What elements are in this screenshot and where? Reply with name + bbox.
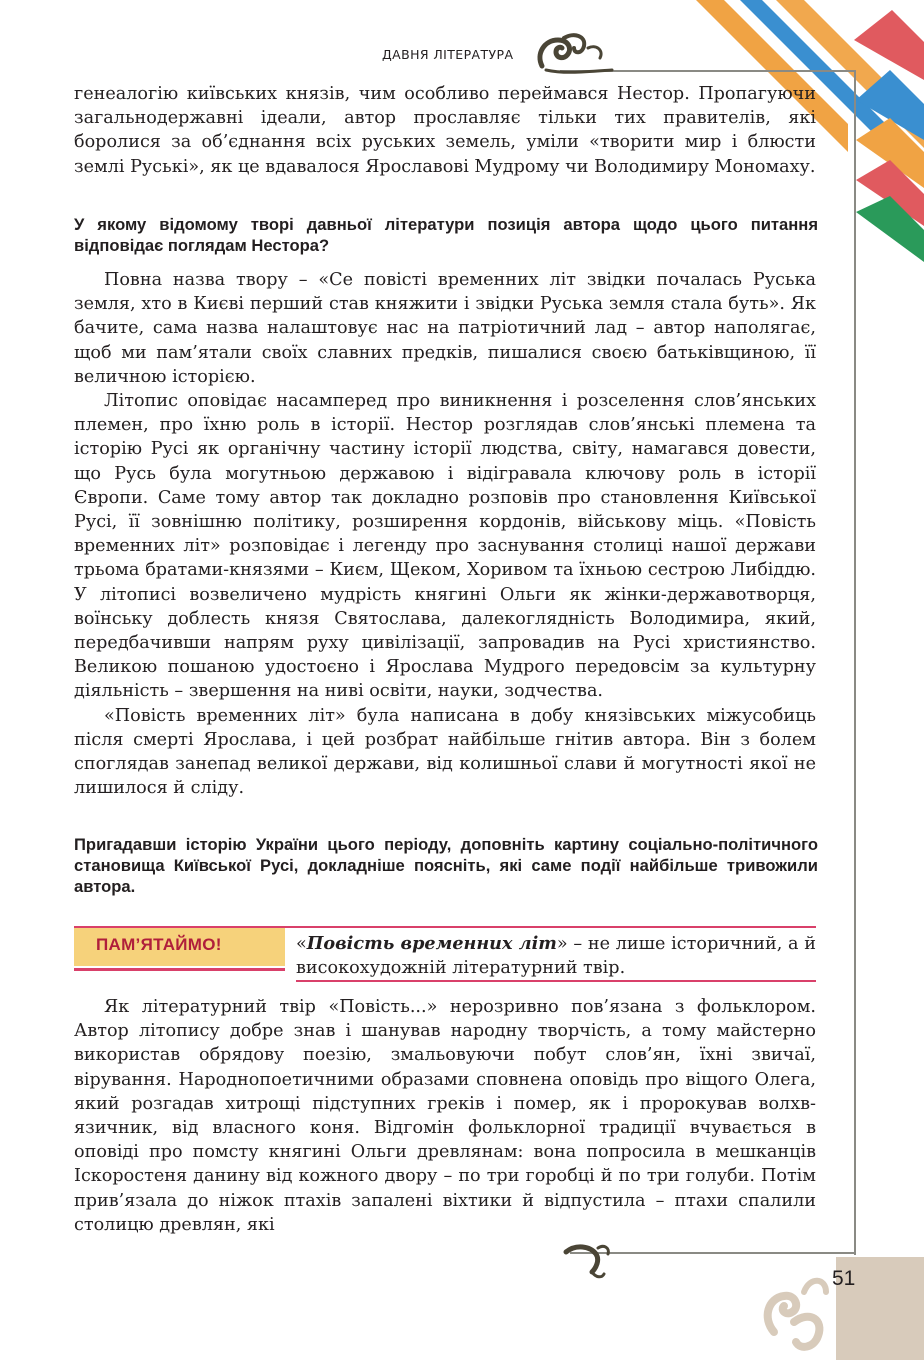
corner-swirl-icon bbox=[760, 1262, 830, 1358]
paragraph-intro bbox=[74, 82, 816, 179]
frame-right-rule bbox=[854, 70, 856, 1255]
remember-body: – не лише історичний, а й високохудожній літературний твір. bbox=[296, 934, 816, 978]
main-text bbox=[74, 268, 816, 800]
paragraph-title: Повна назва твору – «Се повісті временних літ звідки почалась Руська земля, хто в Києві перший став княжити і звідки Руська земля стала буть». Як бачите, сама назва налаштовує нас на патріотичний лад – автор наполягає, щоб ми пам’ятали своїх славних предків, пишалися своєю батьківщиною, її величною історією. bbox=[74, 270, 816, 387]
frame-bottom-rule bbox=[570, 1252, 856, 1254]
question-2: Пригадавши історію України цього періоду, доповніть картину соціально-політичного становища Київської Русі, докладніше поясніть, які саме події найбільше тривожили автора. bbox=[74, 835, 818, 896]
remember-quote-close: » bbox=[556, 934, 568, 954]
paragraph-chronicle: Літопис оповідає насамперед про виникнення і розселення слов’янських племен, про їхню роль в історії. Нестор розглядав слов’янські племена та історію Русі як органічну частину історії людства, світу, намагався довести, що Русь була могутньою державою і відігравала ключову роль в історії Європи. Саме тому автор так докладно розповів про становлення Київської Русі, її зовнішню політику, розширення кордонів, військову міць. «Повість временних літ» розповідає і легенду про заснування столиці нашої держави трьома братами-князями – Києм, Щеком, Хоривом та їхньою сестрою Либіддю. У літописі возвеличено мудрість княгині Ольги як жінки-державотворця, воїнську доблесть князя Святослава, далекоглядність Володимира, який, передбачивши напрям руху цивілізації, запровадив на Русі християнство. Великою пошаною удостоєно і Ярослава Мудрого передовсім за культурну діяльність – звершення на ниві освіти, науки, зодчества. bbox=[74, 391, 816, 702]
question-1: У якому відомому творі давньої літератури позиція автора щодо цього питання відповідає поглядам Нестора? bbox=[74, 215, 818, 255]
paragraph-folklore: Як літературний твір «Повість...» нерозривно пов’язана з фольклором. Автор літопису добре знав і шанував народну творчість, а тому майстерно використав обрядову поезію, змальовуючи побут слов’ян, їхні звичаї, вірування. Народнопоетичними образами сповнена оповідь про віщого Олега, який розгадав хитрощі підступних греків і помер, як і пророкував волхв-язичник, від власного коня. Відгомін фольклорної традиції вчувається в оповіді про помсту княгині Ольги древлянам: вона попросила в мешканців Іскоростеня данину від кожного двору – по три горобці й по три голуби. Потім прив’язала до ніжок птахів запалені віхтики й відпустила – птахи спалили столицю древлян, які bbox=[74, 997, 816, 1235]
header-ornament-icon bbox=[534, 30, 614, 76]
paragraph-intro-text: генеалогію київських князів, чим особливо переймався Нестор. Пропагуючи загальнодержавні ідеали, автор прославляє тільки тих правителів, які боролися за об’єднання всіх руських земель, уміли «творити мир і блюсти землі Руські», як це вдавалося Ярославові Мудрому чи Володимиру Мономаху. bbox=[74, 84, 816, 177]
paragraph-strife: «Повість временних літ» була написана в добу князівських міжусобиць після смерті Ярослава, і цей розбрат найбільше гнітив автора. Він з болем споглядав занепад великої держави, від колишньої слави й могутності якої не лишилося й сліду. bbox=[74, 705, 816, 799]
remember-title: Повість временних літ bbox=[306, 933, 557, 954]
footer-ornament-icon bbox=[562, 1240, 612, 1282]
remember-badge-underline bbox=[74, 968, 285, 971]
remember-quote-open: « bbox=[296, 934, 307, 954]
page-number: 51 bbox=[832, 1267, 856, 1290]
final-text bbox=[74, 995, 816, 1237]
remember-bottom-rule bbox=[296, 980, 816, 982]
remember-label: ПАМ’ЯТАЙМО! bbox=[96, 935, 222, 954]
remember-text bbox=[296, 932, 816, 980]
running-title: ДАВНЯ ЛІТЕРАТУРА bbox=[382, 47, 514, 62]
